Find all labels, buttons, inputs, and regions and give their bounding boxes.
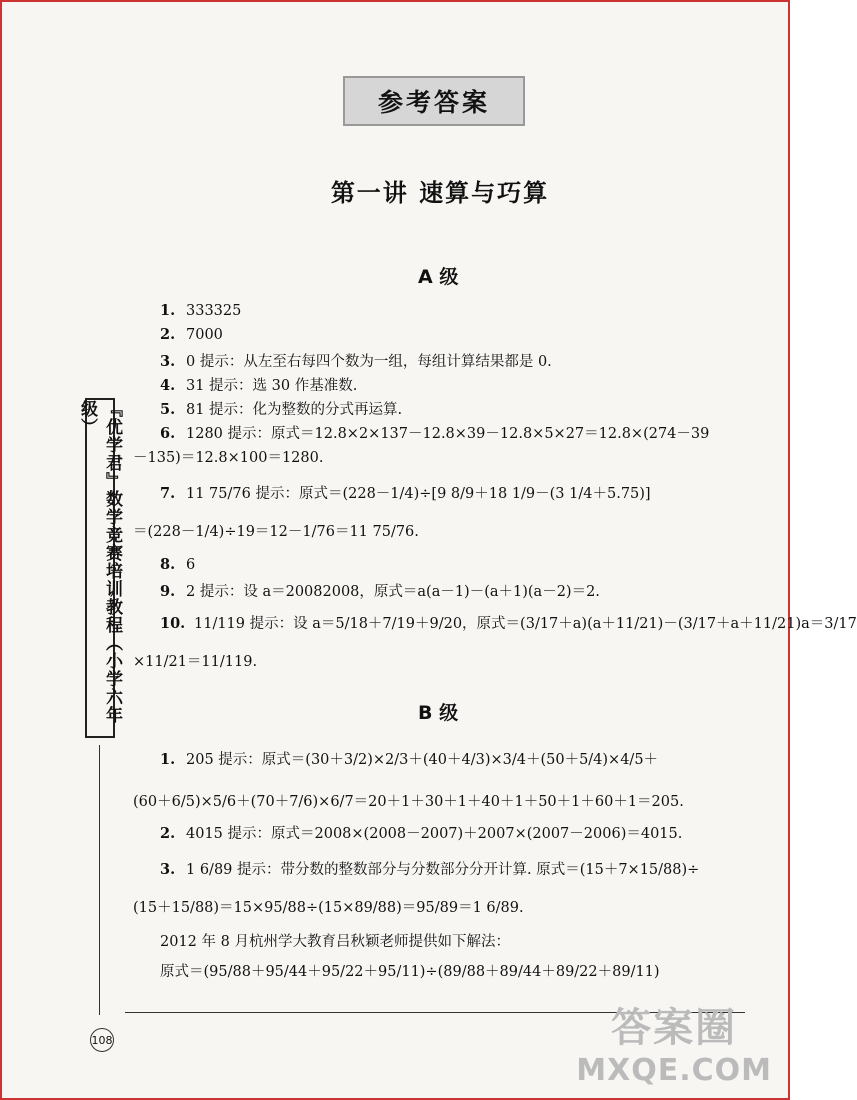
level-a-heading: A 级 <box>418 266 459 288</box>
question-number: 1. <box>160 302 176 319</box>
question-number: 1. <box>160 751 176 768</box>
answer-line-b <box>160 930 510 951</box>
answer-text: 11/119 提示：设 a＝5/18＋7/19＋9/20，原式＝(3/17＋a)(a＋11/21)－(3/17＋a＋11/21)a＝3/17 <box>194 616 857 632</box>
side-label-text: 『优学君』数学竞赛培训教程（小学六年级） <box>77 400 122 724</box>
answer-text: 11 75/76 提示：原式＝(228－1/4)÷[9 8/9＋18 1/9－(3 1/4＋5.75)] <box>186 486 651 502</box>
answer-line-b <box>160 748 658 769</box>
page-number: 108 <box>90 1028 114 1052</box>
answer-line-a <box>160 398 402 419</box>
answer-line-b <box>160 822 682 843</box>
answer-line-a <box>133 520 419 541</box>
answer-text: ×11/21＝11/119. <box>133 654 258 670</box>
answer-text: 2 提示：设 a＝20082008，原式＝a(a－1)－(a＋1)(a－2)＝2. <box>186 584 600 600</box>
question-number: 3. <box>160 353 176 370</box>
question-number: 9. <box>160 583 176 600</box>
answer-line-a <box>160 580 600 601</box>
answer-line-a <box>160 612 857 633</box>
question-number: 10. <box>160 615 186 632</box>
answer-line-a <box>160 374 357 395</box>
question-number: 8. <box>160 556 176 573</box>
question-number: 6. <box>160 425 176 442</box>
answer-text: 4015 提示：原式＝2008×(2008－2007)＋2007×(2007－2006)＝4015. <box>186 826 683 842</box>
question-number: 2. <box>160 825 176 842</box>
answer-line-a <box>160 422 709 443</box>
question-number: 7. <box>160 485 176 502</box>
question-number: 2. <box>160 326 176 343</box>
answer-text: ＝(228－1/4)÷19＝12－1/76＝11 75/76. <box>133 524 419 540</box>
answer-line-a <box>160 482 651 503</box>
answer-text: 0 提示：从左至右每四个数为一组，每组计算结果都是 0. <box>186 354 552 370</box>
answer-line-b <box>133 790 684 811</box>
watermark-logo-text: 答案圈 <box>611 1005 738 1051</box>
watermark-url: MXQE.COM <box>576 1053 772 1088</box>
answer-line-a <box>133 446 323 467</box>
answer-banner: 参考答案 <box>343 76 525 126</box>
answer-line-a <box>160 556 195 573</box>
chapter-title: 第一讲 速算与巧算 <box>330 179 550 207</box>
watermark <box>576 996 772 1088</box>
answer-text: 205 提示：原式＝(30＋3/2)×2/3＋(40＋4/3)×3/4＋(50＋5/4)×4/5＋ <box>186 752 659 768</box>
answer-text: 1 6/89 提示：带分数的整数部分与分数部分分开计算. 原式＝(15＋7×15/88)÷ <box>186 862 700 878</box>
answer-text: －135)＝12.8×100＝1280. <box>133 450 324 466</box>
answer-text: 81 提示：化为整数的分式再运算. <box>186 402 403 418</box>
answer-line-a <box>133 650 257 671</box>
answer-text: (60＋6/5)×5/6＋(70＋7/6)×6/7＝20＋1＋30＋1＋40＋1＋50＋1＋60＋1＝205. <box>133 794 684 810</box>
answer-text: (15＋15/88)＝15×95/88÷(15×89/88)＝95/89＝1 6/89. <box>133 900 524 916</box>
answer-line-a <box>160 302 241 319</box>
level-b-heading: B 级 <box>418 702 459 724</box>
side-book-label <box>77 398 122 738</box>
answer-text: 31 提示：选 30 作基准数. <box>186 378 358 394</box>
answer-line-a <box>160 326 223 343</box>
answer-text: 7000 <box>186 327 223 343</box>
answer-text: 2012 年 8 月杭州学大教育吕秋颖老师提供如下解法： <box>160 934 510 950</box>
question-number: 4. <box>160 377 176 394</box>
answer-line-b <box>160 960 660 981</box>
answer-text: 原式＝(95/88＋95/44＋95/22＋95/11)÷(89/88＋89/44＋89/22＋89/11) <box>160 964 660 980</box>
side-rule <box>99 745 100 1015</box>
answer-text: 333325 <box>186 303 242 319</box>
answer-text: 1280 提示：原式＝12.8×2×137－12.8×39－12.8×5×27＝12.8×(274－39 <box>186 426 710 442</box>
question-number: 5. <box>160 401 176 418</box>
answer-line-b <box>160 858 699 879</box>
question-number: 3. <box>160 861 176 878</box>
answer-line-b <box>133 896 524 917</box>
answer-text: 6 <box>186 557 196 573</box>
answer-line-a <box>160 350 552 371</box>
